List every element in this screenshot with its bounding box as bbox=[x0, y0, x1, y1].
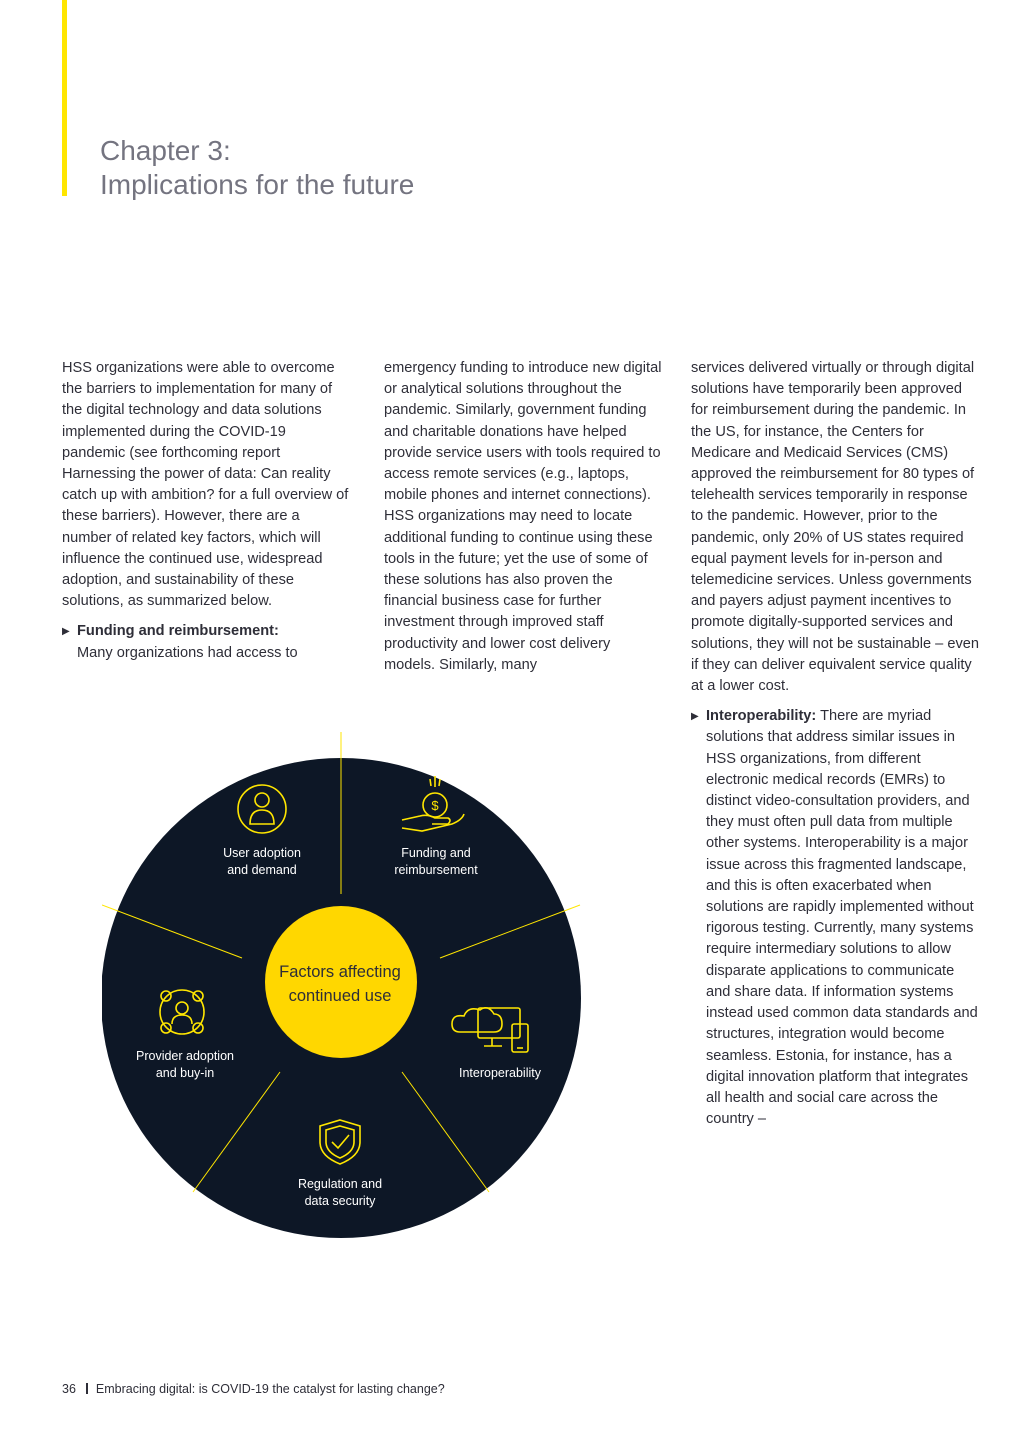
segment-label-line: and buy-in bbox=[155, 1066, 215, 1080]
segment-label-funding bbox=[356, 845, 516, 879]
bullet-heading: Funding and reimbursement: bbox=[77, 623, 279, 640]
column-3-paragraph: services delivered virtually or through digital solutions have temporarily been approved for reimbursement during the pandemic. In the US, for instance, the Centers for Medicare and Medicaid Services (CMS) approved the reimbursement for 80 types of telehealth services temporarily in response to the pandemic. However, prior to the pandemic, only 20% of US states required equal payment levels for in-person and telemedicine services. Unless governments and payers adjust payment incentives to promote digitally-supported services and solutions, they will not be sustainable – even if they can deliver equivalent service quality at a lower cost. bbox=[691, 360, 979, 695]
bullet-arrow-icon: ▶ bbox=[62, 626, 70, 638]
column-3 bbox=[691, 358, 981, 1130]
segment-label-line: reimbursement bbox=[394, 863, 478, 877]
segment-label-provider-adoption bbox=[105, 1048, 265, 1082]
segment-label-interoperability bbox=[420, 1065, 580, 1082]
bullet-heading: Interoperability: bbox=[706, 708, 817, 725]
center-label bbox=[270, 960, 410, 1008]
column-1 bbox=[62, 358, 352, 664]
bullet-text: Many organizations had access to bbox=[77, 644, 298, 661]
column-2 bbox=[384, 358, 664, 676]
segment-label-line: Interoperability bbox=[459, 1066, 541, 1080]
segment-label-line: User adoption bbox=[223, 846, 301, 860]
segment-label-regulation bbox=[260, 1176, 420, 1210]
page-footer bbox=[62, 1382, 445, 1396]
page-number: 36 bbox=[62, 1382, 76, 1396]
bullet-text: There are myriad solutions that address similar issues in HSS organizations, from different electronic medical records (EMRs) to distinct video-consultation providers, and they must often pull data from multiple other systems. Interoperability is a major issue across this fragmented landscape, and this is often exacerbated when solutions are rapidly implemented without rigorous testing. Currently, many systems require intermediary solutions to allow disparate applications to communicate and share data. If information systems instead used common data standards and structures, integration would become seamless. Estonia, for instance, has a digital innovation platform that integrates all health and social care across the country – bbox=[706, 708, 978, 1128]
chapter-title bbox=[100, 134, 414, 202]
report-title: Embracing digital: is COVID-19 the catalyst for lasting change? bbox=[95, 1382, 445, 1396]
segment-label-user-adoption bbox=[182, 845, 342, 879]
segment-label-line: data security bbox=[304, 1194, 376, 1208]
center-label-line: continued use bbox=[288, 987, 392, 1005]
factors-diagram bbox=[102, 732, 582, 1238]
segment-label-line: Provider adoption bbox=[136, 1049, 234, 1063]
chapter-number: Chapter 3: bbox=[100, 135, 231, 166]
segment-label-line: Regulation and bbox=[297, 1177, 383, 1191]
bullet-interoperability bbox=[691, 706, 981, 1130]
bullet-funding bbox=[62, 621, 352, 663]
column-2-paragraph: emergency funding to introduce new digital or analytical solutions throughout the pandemic. Similarly, government funding and charitable donations have helped provide service users with tools required to access remote services (e.g., laptops, mobile phones and internet connections). HSS organizations may need to locate additional funding to continue using these tools in the future; yet the use of some of these solutions has also proven the financial business case for further investment through improved staff productivity and lower cost delivery models. Similarly, many bbox=[384, 360, 662, 673]
segment-label-line: Funding and bbox=[401, 846, 471, 860]
center-label-line: Factors affecting bbox=[279, 963, 401, 981]
bullet-arrow-icon: ▶ bbox=[691, 711, 699, 723]
chapter-accent-bar bbox=[62, 0, 67, 196]
footer-separator bbox=[86, 1383, 88, 1394]
segment-label-line: and demand bbox=[227, 863, 297, 877]
intro-paragraph: HSS organizations were able to overcome the barriers to implementation for many of the digital technology and data solutions implemented during the COVID-19 pandemic (see forthcoming report Harnessing the power of data: Can reality catch up with ambition? for a full overview of these barriers). However, there are a number of related key factors, which will influence the continued use, widespread adoption, and sustainability of these solutions, as summarized below. bbox=[62, 360, 349, 610]
chapter-name: Implications for the future bbox=[100, 169, 415, 200]
svg-text:$: $ bbox=[431, 798, 439, 813]
